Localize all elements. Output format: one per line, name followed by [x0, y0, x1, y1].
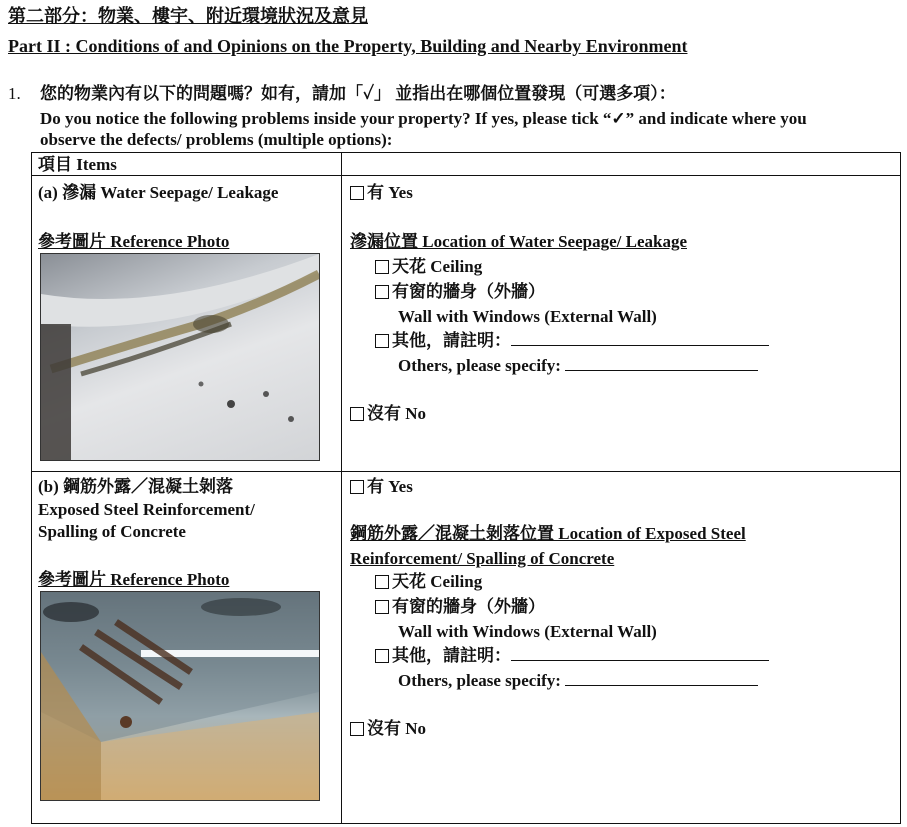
item-a-others-line-2[interactable]: [565, 356, 758, 371]
item-a-no-checkbox[interactable]: [350, 407, 364, 421]
item-a-others-line-1[interactable]: [511, 331, 769, 346]
item-a-ceiling-label: 天花 Ceiling: [392, 257, 483, 276]
item-a-yes-label: 有 Yes: [367, 183, 413, 202]
item-a-no-option[interactable]: [350, 404, 426, 424]
item-b-others-en-row: [398, 671, 758, 691]
item-b-location-title-1: 鋼筋外露／混凝土剝落位置 Location of Exposed Steel: [350, 524, 746, 543]
item-a-wall-option[interactable]: [375, 282, 545, 302]
table-row-divider: [31, 471, 901, 472]
item-b-no-label: 沒有 No: [367, 719, 427, 738]
part-title-en: Part II : Conditions of and Opinions on the Property, Building and Nearby Environment: [8, 36, 688, 56]
item-b-others-checkbox[interactable]: [375, 649, 389, 663]
item-b-wall-option[interactable]: [375, 597, 545, 617]
item-b-others-label-zh: 其他，請註明：: [392, 646, 511, 665]
part-title-zh: 第二部分：物業、樓宇、附近環境狀況及意見: [8, 6, 368, 26]
item-b-photo-label: 參考圖片 Reference Photo: [38, 570, 230, 589]
item-a-others-label-zh: 其他，請註明：: [392, 331, 511, 350]
item-b-others-line-1[interactable]: [511, 646, 769, 661]
item-b-label-2: Exposed Steel Reinforcement/: [38, 500, 255, 519]
item-a-label: (a) 滲漏 Water Seepage/ Leakage: [38, 183, 279, 202]
table-column-divider: [341, 152, 342, 824]
item-a-wall-label-en: Wall with Windows (External Wall): [398, 307, 657, 326]
item-a-yes-checkbox[interactable]: [350, 186, 364, 200]
item-b-ceiling-option[interactable]: [375, 572, 482, 592]
item-a-ceiling-option[interactable]: [375, 257, 482, 277]
reference-photo-exposed-steel: [40, 591, 320, 801]
item-a-ceiling-checkbox[interactable]: [375, 260, 389, 274]
item-b-others-label-en: Others, please specify:: [398, 671, 561, 690]
table-header-divider: [31, 175, 901, 176]
item-a-wall-label-zh: 有窗的牆身（外牆）: [392, 282, 545, 301]
item-b-wall-label-zh: 有窗的牆身（外牆）: [392, 597, 545, 616]
item-b-label-1: (b) 鋼筋外露／混凝土剝落: [38, 477, 234, 496]
question-number: 1.: [8, 84, 21, 103]
item-b-no-checkbox[interactable]: [350, 722, 364, 736]
question-text-en-2: observe the defects/ problems (multiple options):: [40, 130, 393, 149]
item-b-no-option[interactable]: [350, 719, 426, 739]
item-a-others-checkbox[interactable]: [375, 334, 389, 348]
item-b-others-option[interactable]: [375, 646, 769, 666]
reference-photo-water-seepage: [40, 253, 320, 461]
item-b-location-title-2: Reinforcement/ Spalling of Concrete: [350, 549, 615, 568]
item-b-ceiling-label: 天花 Ceiling: [392, 572, 483, 591]
item-b-yes-option[interactable]: [350, 477, 413, 497]
question-text-zh: 您的物業內有以下的問題嗎？如有，請加「✓」 並指出在哪個位置發現（可選多項）：: [40, 84, 676, 103]
item-a-location-title: 滲漏位置 Location of Water Seepage/ Leakage: [350, 232, 687, 251]
item-a-others-en-row: [398, 356, 758, 376]
question-text-en-1: Do you notice the following problems inside your property? If yes, please tick “✓” and indicate where you: [40, 109, 807, 128]
item-b-wall-label-en: Wall with Windows (External Wall): [398, 622, 657, 641]
item-a-others-option[interactable]: [375, 331, 769, 351]
item-b-wall-checkbox[interactable]: [375, 600, 389, 614]
item-a-no-label: 沒有 No: [367, 404, 427, 423]
item-b-label-3: Spalling of Concrete: [38, 522, 186, 541]
item-b-others-line-2[interactable]: [565, 671, 758, 686]
header-items: 項目 Items: [38, 155, 117, 174]
item-a-wall-checkbox[interactable]: [375, 285, 389, 299]
item-b-yes-label: 有 Yes: [367, 477, 413, 496]
item-a-others-label-en: Others, please specify:: [398, 356, 561, 375]
item-b-yes-checkbox[interactable]: [350, 480, 364, 494]
item-b-ceiling-checkbox[interactable]: [375, 575, 389, 589]
item-a-yes-option[interactable]: [350, 183, 413, 203]
item-a-photo-label: 參考圖片 Reference Photo: [38, 232, 230, 251]
